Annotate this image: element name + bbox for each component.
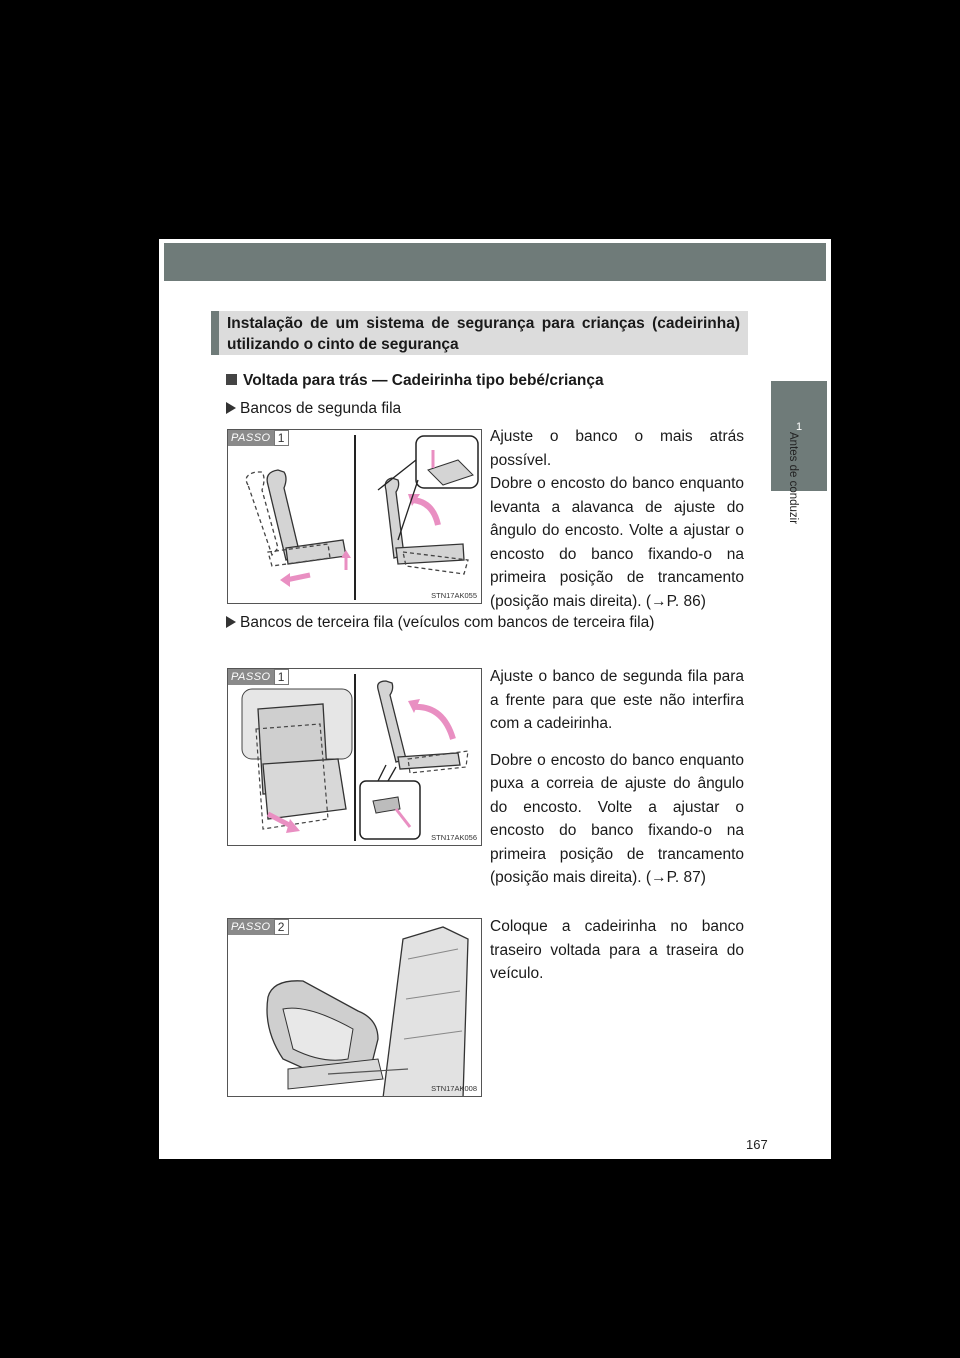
chapter-title: Antes de conduzir [787, 432, 799, 525]
step-1b-text [490, 665, 744, 890]
triangle-bullet-icon [226, 616, 236, 628]
page-number: 167 [746, 1137, 768, 1152]
paragraph: Dobre o encosto do banco enquanto puxa a correia de ajuste do ângulo do encosto. Volte a ajustar o encosto do banco fixando-o na primeira posição de trancamento (posição mais direita). (→P. 87) [490, 751, 744, 886]
step-1-text [490, 425, 744, 613]
chapter-number: 1 [795, 421, 803, 433]
paragraph: Dobre o encosto do banco enquanto levanta a alavanca de ajuste do ângulo do encosto. Volte a ajustar o encosto do banco fixando-o na primeira posição de trancamento (posição mais direita). (→P. 86) [490, 475, 744, 610]
subsection-second-row: Bancos de segunda fila [226, 400, 401, 418]
subsection-third-row: Bancos de terceira fila (veículos com bancos de terceira fila) [226, 614, 654, 632]
top-bar [164, 243, 826, 281]
em-dash: — [371, 372, 388, 389]
seat-illustration-2 [228, 669, 482, 846]
figure-step-1-second-row [227, 429, 482, 604]
paragraph: Coloque a cadeirinha no banco traseiro voltada para a traseira do veículo. [490, 918, 744, 982]
passo-badge: PASSO 1 [228, 430, 289, 446]
triangle-bullet-icon [226, 402, 236, 414]
section-title: Instalação de um sistema de segurança para crianças (cadeirinha) utilizando o cinto de segurança [211, 311, 748, 355]
child-seat-illustration [228, 919, 482, 1097]
paragraph: Ajuste o banco de segunda fila para a frente para que este não interfira com a cadeirinha. [490, 668, 744, 732]
figure-code: STN17AK055 [431, 591, 477, 600]
figure-step-2 [227, 918, 482, 1097]
paragraph: Ajuste o banco o mais atrás possível. [490, 428, 744, 469]
step-2-text [490, 915, 744, 986]
figure-code: STN17AK008 [431, 1084, 477, 1093]
figure-code: STN17AK056 [431, 833, 477, 842]
seat-illustration-1 [228, 430, 482, 604]
square-bullet-icon [226, 374, 237, 385]
heading: Voltada para trás — Cadeirinha tipo bebé/criança [226, 372, 604, 390]
passo-badge: PASSO 1 [228, 669, 289, 685]
figure-step-1-third-row [227, 668, 482, 846]
chapter-title-vertical [787, 432, 891, 525]
passo-badge: PASSO 2 [228, 919, 289, 935]
manual-page [159, 239, 831, 1159]
